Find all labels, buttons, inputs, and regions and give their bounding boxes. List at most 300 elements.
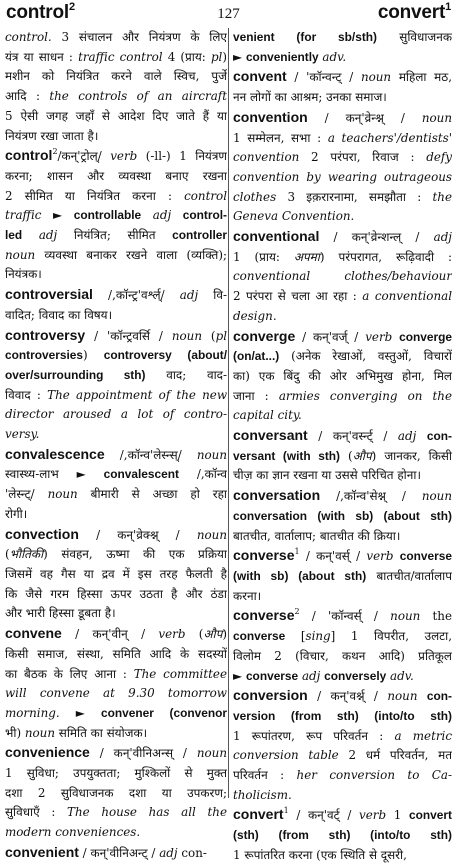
entry-line	[5, 187, 227, 207]
text: /,कॉन्व	[178, 467, 227, 482]
dictionary-entry	[233, 28, 452, 67]
italic-text: The appointment of the new	[47, 387, 227, 402]
text: मशीन को नियंत्रित करने वाले स्विच, पुर्जे	[5, 69, 227, 84]
text: 1 (प्राय:	[233, 249, 294, 264]
superscript: 1	[294, 547, 300, 557]
entry-line	[5, 326, 227, 347]
text: 1 सम्मेलन, सभा :	[233, 130, 328, 145]
entry-line	[5, 246, 227, 266]
entry-line	[5, 226, 227, 246]
entry-line	[233, 67, 452, 88]
text: ►	[41, 208, 74, 223]
bold-phrase: versant (with sth)	[233, 448, 340, 463]
italic-text: adv.	[390, 668, 414, 683]
entry-line	[5, 425, 227, 445]
column-divider	[228, 28, 229, 798]
text: / 'कॉन्वन्ट् /	[286, 70, 361, 85]
text: ) जानकर, किसी	[371, 448, 452, 463]
text	[417, 689, 426, 703]
text: सुविधाएँ :	[5, 805, 68, 820]
bold-phrase: over/surrounding sth)	[5, 367, 146, 382]
text: / कन्'व्रेन्शन्ल् /	[319, 230, 434, 245]
headword: conversion	[233, 687, 308, 704]
headword: converge	[233, 327, 296, 344]
bold-phrase: (on/at...)	[233, 349, 280, 364]
superscript: 1	[283, 806, 289, 816]
entry-line	[233, 307, 452, 327]
text: विवाद :	[5, 387, 48, 402]
headword: converse	[233, 547, 295, 564]
bold-phrase: converse	[245, 668, 299, 683]
entry-line	[5, 386, 227, 406]
entry-line	[5, 803, 227, 823]
headword: conversant	[233, 427, 308, 444]
italic-text: conversion table	[233, 748, 339, 763]
entry-line	[5, 67, 227, 87]
text: / कन्'वीनिअन्स् /	[89, 746, 197, 761]
text: वादित; विवाद का विषय।	[5, 307, 113, 322]
entry-line	[233, 507, 452, 527]
italic-text: verb	[365, 329, 393, 344]
text: किसी समाज, संस्था, समिति आदि के सदस्यों	[5, 646, 227, 661]
text: विलोम 2 (विचार, कथन आदि) प्रतिकूल	[233, 648, 452, 663]
entry-line	[233, 406, 452, 426]
page-header	[6, 1, 451, 27]
superscript: 2	[294, 607, 300, 617]
bold-phrase: led	[5, 228, 23, 243]
italic-text: versy.	[5, 427, 40, 442]
text: 3 संचालन और नियंत्रण के लिए	[51, 30, 227, 44]
entry-line	[233, 486, 452, 507]
entry-line	[5, 704, 227, 724]
text: नन लोगों का आश्रम; उनका समाज।	[233, 90, 387, 105]
entry-line	[233, 846, 452, 866]
entry-line	[233, 188, 452, 208]
text: /कन्'ट्रोल्/	[57, 149, 111, 164]
text: जिसमें वह गैस या द्रव में इस तरह फैलती है	[5, 566, 227, 581]
headword: convene	[5, 625, 62, 642]
entry-line	[5, 206, 227, 226]
text: / कन्'वर्स्न्ट् /	[307, 429, 398, 444]
text: करना; शासन और व्यवस्था बनाए रखना	[5, 168, 227, 183]
entry-line	[233, 647, 452, 667]
entry-line	[5, 724, 227, 744]
text: 1 रूपांतरित करना (एक स्थिति से दूसरी,	[233, 847, 407, 862]
dictionary-entry	[233, 67, 452, 107]
dictionary-entry	[5, 445, 227, 525]
text: (-ll-) 1 नियंत्रण	[137, 149, 227, 164]
text: (अनेक रेखाओं, वस्तुओं, विचारों	[279, 349, 452, 364]
italic-text: noun	[47, 487, 78, 502]
text: / कन्'वीन् /	[61, 627, 159, 642]
bold-phrase: converse	[233, 629, 286, 644]
bold-phrase: converge	[399, 329, 452, 344]
bold-phrase: control-	[182, 208, 227, 223]
text: 3 इक़रारनामा, समझौता :	[276, 189, 433, 204]
text: स्वास्थ्य-लाभ ►	[5, 467, 104, 482]
dictionary-entry	[233, 327, 452, 427]
entry-line	[5, 585, 227, 605]
text: नियंत्रण रखा जाता है।	[5, 128, 99, 143]
text: )	[222, 627, 227, 642]
text: समिति का संयोजक।	[55, 725, 148, 740]
text: / कन्'व्रेक्श्न् /	[78, 527, 197, 542]
text: / कन्'वर्ज् /	[295, 329, 366, 344]
italic-text: convention	[233, 150, 300, 165]
italic-text: a teachers'/dentists'	[327, 130, 452, 145]
entry-line	[5, 665, 227, 685]
text: 'लेस्न्ट्/	[5, 487, 48, 502]
entry-line	[5, 107, 227, 127]
text: दशा 2 सुविधाजनक दशा या उपकरण;	[5, 785, 227, 800]
bold-phrase: conversely	[324, 668, 387, 683]
bold-phrase: conversation (with sb) (about sth)	[233, 508, 452, 523]
text: / कन्'वीनिअन्ट् /	[78, 845, 160, 860]
entry-line	[233, 148, 452, 168]
italic-text: noun	[421, 110, 452, 125]
text: सुविधाजनक	[377, 30, 452, 44]
text: यंत्र या साधन :	[5, 49, 79, 64]
bold-phrase: converse	[399, 549, 452, 564]
text	[416, 429, 427, 443]
italic-text: modern conveniences.	[5, 825, 141, 840]
italic-text: adv.	[322, 49, 347, 64]
text: (	[185, 627, 204, 642]
entry-line	[233, 766, 452, 786]
text	[141, 208, 153, 222]
headword: conventional	[233, 228, 320, 245]
entry-line	[233, 387, 452, 407]
text: परिवर्तन :	[233, 768, 297, 783]
text: रोगी।	[5, 506, 28, 521]
bold-phrase: controller	[172, 228, 227, 243]
entry-line	[233, 327, 452, 348]
italic-text: noun	[171, 328, 202, 343]
bold-phrase: convert	[409, 808, 452, 823]
dictionary-entry	[233, 686, 452, 805]
headword: control	[5, 147, 53, 164]
text: )	[222, 49, 227, 64]
italic-text: defy	[426, 150, 452, 165]
entry-line	[5, 624, 227, 645]
italic-text: भौतिकी	[9, 547, 44, 562]
entry-line	[233, 347, 452, 367]
text: ) संवहन, ऊष्मा की एक प्रक्रिया	[43, 547, 227, 562]
left-guide-word: control$^2$	[6, 1, 75, 23]
italic-text: control	[184, 188, 227, 203]
dictionary-entry	[5, 843, 227, 864]
italic-text: noun	[24, 725, 55, 740]
entry-line	[5, 405, 227, 425]
italic-text: adj	[152, 208, 172, 223]
entry-line	[233, 447, 452, 467]
right-guide-word: convert$^1$	[377, 1, 451, 23]
text: ) परंपरागत, रूढ़िवादी :	[319, 249, 452, 264]
italic-text: sing	[305, 629, 331, 644]
italic-text: औप	[352, 448, 372, 463]
entry-line	[233, 168, 452, 188]
headword: convenience	[5, 744, 90, 761]
text: चीज़ का ज्ञान रखना या उससे परिचित होना।	[233, 468, 421, 483]
text: नियंत्रक।	[5, 267, 42, 282]
entry-line	[233, 367, 452, 387]
italic-text: verb	[366, 549, 394, 564]
italic-text: traffic control	[78, 49, 163, 64]
text	[22, 228, 39, 242]
entry-line	[5, 565, 227, 585]
entry-line	[5, 823, 227, 843]
text: बीमारी से अच्छा हो रहा	[77, 487, 227, 502]
bold-phrase: convalescent	[103, 467, 179, 482]
text: 1	[386, 808, 410, 823]
italic-text: armies converging on the	[278, 388, 452, 403]
entry-line	[233, 707, 452, 727]
dictionary-entry	[233, 486, 452, 546]
entry-line	[5, 265, 227, 285]
entry-line	[233, 667, 452, 687]
text: /,कॉन्ट्र'वर्श्ल्/	[92, 288, 180, 303]
entry-line	[5, 366, 227, 386]
text: ►	[233, 668, 246, 683]
dictionary-entry	[5, 326, 227, 445]
italic-text: her conversion to Ca-	[296, 768, 452, 783]
headword: convalescence	[5, 445, 105, 462]
entry-line	[5, 545, 227, 565]
entry-line	[233, 546, 452, 567]
dictionary-entry	[5, 525, 227, 625]
text: (	[5, 547, 10, 562]
headword: convert	[233, 806, 284, 823]
italic-text: capital city.	[233, 408, 302, 423]
text: व्यवस्था बनाकर रखने वाला (व्यक्ति);	[35, 247, 227, 262]
text: 4 (प्राय:	[162, 49, 211, 64]
italic-text: director aroused a lot of contro-	[5, 407, 227, 422]
headword: convent	[233, 68, 287, 85]
entry-line	[233, 587, 452, 607]
text: ] 1 विपरीत, उलटा,	[330, 629, 452, 644]
bold-phrase: controversies	[5, 348, 83, 363]
text: वाद; वाद-	[145, 367, 227, 382]
text: the	[420, 609, 452, 624]
text: / कन्'वर्स् /	[299, 549, 367, 564]
entry-line	[233, 267, 452, 287]
entry-line	[233, 466, 452, 486]
italic-text: noun	[196, 447, 227, 462]
italic-text: tholicism.	[233, 787, 292, 802]
entry-line	[233, 88, 452, 108]
dictionary-entry	[5, 624, 227, 743]
italic-text: adj	[38, 228, 58, 243]
dictionary-entry	[233, 805, 452, 865]
dictionary-entry	[5, 285, 227, 325]
text: बातचीत, वार्तालाप; बातचीत की क्रिया।	[233, 528, 401, 543]
text: करना।	[233, 588, 262, 603]
italic-text: verb	[359, 808, 387, 823]
entry-line	[5, 764, 227, 784]
bold-phrase: venient (for sb/sth)	[233, 30, 378, 44]
bold-phrase: version (from sth) (into/to sth)	[233, 708, 452, 723]
text: / 'कॉन्ट्रवर्सि /	[85, 328, 172, 343]
text: नियंत्रित; सीमित	[57, 228, 173, 243]
text: का) एक बिंदु की ओर अभिमुख होना, मिल	[233, 368, 452, 383]
text: कि जैसे गरम हिस्सा ऊपर उठता है और ठंडा	[5, 586, 227, 601]
italic-text: the	[432, 189, 452, 204]
text: 2 परंपरा से चला आ रहा :	[233, 289, 363, 304]
entry-line	[233, 207, 452, 227]
entry-line	[5, 306, 227, 326]
italic-text: noun	[5, 247, 36, 262]
entry-line	[5, 604, 227, 624]
entry-line	[5, 48, 227, 68]
entry-line	[233, 805, 452, 826]
entry-line	[5, 485, 227, 505]
entry-line	[5, 645, 227, 665]
dictionary-entry	[5, 743, 227, 843]
italic-text: control.	[5, 30, 52, 44]
bold-phrase: (sth) (from sth) (into/to sth)	[233, 828, 452, 843]
text: / कन्'वर्श्न् /	[307, 689, 388, 704]
entry-line	[233, 606, 452, 627]
italic-text: The house has all the	[67, 805, 227, 820]
bold-phrase: conveniently	[245, 49, 319, 64]
text: [	[285, 629, 306, 644]
headword: conversation	[233, 487, 321, 504]
italic-text: Geneva Convention.	[233, 209, 355, 224]
italic-text: design.	[233, 308, 277, 323]
entry-line	[233, 108, 452, 129]
entry-line	[233, 28, 452, 48]
text: 1 सुविधा; उपयुक्तता; मुश्किलों से मुक्त	[5, 766, 227, 781]
italic-text: adj	[179, 288, 199, 303]
italic-text: noun	[421, 489, 452, 504]
entry-line	[5, 87, 227, 107]
entry-line	[233, 627, 452, 647]
text: बातचीत/वार्तालाप	[366, 568, 452, 583]
entry-line	[233, 129, 452, 149]
entry-line	[5, 784, 227, 804]
italic-text: will convene at 9.30 tomorrow	[5, 686, 227, 701]
entry-line	[5, 684, 227, 704]
italic-text: adj	[159, 845, 178, 860]
italic-text: verb	[158, 627, 186, 642]
dictionary-entry	[233, 227, 452, 327]
text: /,कॉन्व'सेश्न् /	[320, 489, 422, 504]
entry-line	[233, 727, 452, 747]
italic-text: verb	[110, 149, 138, 164]
entry-line	[5, 167, 227, 187]
entry-line	[5, 28, 227, 48]
entry-line	[233, 48, 452, 68]
page-number: 127	[217, 6, 240, 22]
text: 2 धर्म परिवर्तन, मत	[338, 748, 452, 763]
entry-line	[5, 743, 227, 764]
headword: converse	[233, 607, 295, 624]
italic-text: conventional clothes/behaviour	[233, 269, 452, 284]
italic-text: noun	[196, 527, 227, 542]
italic-text: a conventional	[362, 289, 452, 304]
text: वि-	[198, 288, 227, 303]
text: का बैठक के लिए आना :	[5, 666, 134, 681]
bold-phrase: con-	[426, 429, 452, 444]
text: 5 ऐसी जगह जहाँ से आदेश दिए जाते हैं या	[5, 108, 227, 123]
italic-text: clothes	[233, 189, 277, 204]
italic-text: a metric	[394, 728, 452, 743]
bold-phrase: (with sb) (about sth)	[233, 568, 367, 583]
headword: convention	[233, 108, 308, 125]
italic-text: noun	[387, 689, 418, 704]
italic-text: morning.	[5, 705, 60, 720]
entry-line	[233, 786, 452, 806]
text: ►	[233, 49, 246, 64]
dictionary-entry	[5, 28, 227, 146]
dictionary-entry	[233, 546, 452, 606]
headword: controversy	[5, 326, 86, 343]
italic-text: pl	[210, 49, 223, 64]
dictionary-entry	[5, 146, 227, 285]
entry-line	[233, 426, 452, 447]
entry-line	[5, 465, 227, 485]
italic-text: adj	[301, 668, 321, 683]
entry-line	[233, 227, 452, 248]
entry-line	[233, 686, 452, 707]
headword: convection	[5, 525, 79, 542]
italic-text: अपमा	[293, 249, 320, 264]
headword: controversial	[5, 286, 93, 303]
italic-text: pl	[215, 328, 227, 343]
dictionary-entry	[233, 426, 452, 486]
text: महिला मठ,	[391, 70, 452, 85]
dictionary-entry	[233, 108, 452, 227]
headword: convenient	[5, 843, 79, 860]
right-column	[233, 28, 452, 866]
text: / कन्'वर्ट् /	[288, 808, 360, 823]
superscript: 2	[52, 147, 58, 157]
text	[171, 208, 183, 222]
italic-text: The committee	[133, 666, 227, 681]
bold-phrase: convener (convenor	[101, 705, 227, 720]
entry-line	[5, 843, 227, 864]
text: जाना :	[233, 388, 279, 403]
text: )	[83, 348, 104, 363]
italic-text: the controls of an aircraft	[49, 89, 227, 104]
text: और भारी हिस्सा डूबता है।	[5, 606, 116, 621]
italic-text: औप	[203, 627, 223, 642]
entry-line	[5, 525, 227, 546]
entry-line	[5, 445, 227, 466]
entry-line	[5, 346, 227, 366]
italic-text: noun	[390, 609, 421, 624]
text: /,कॉन्व'लेस्न्स्/	[104, 447, 197, 462]
dictionary-entry	[233, 606, 452, 686]
bold-phrase: con-	[426, 689, 452, 704]
italic-text: adj	[433, 230, 452, 245]
entry-line	[5, 505, 227, 525]
entry-line	[5, 127, 227, 147]
text: ►	[59, 705, 102, 720]
left-column	[5, 28, 227, 864]
text: आदि :	[5, 89, 50, 104]
entry-line	[5, 146, 227, 167]
text: / कन्'व्रेन्श्न् /	[307, 110, 422, 125]
text: भी)	[5, 725, 25, 740]
entry-line	[233, 248, 452, 268]
entry-line	[233, 527, 452, 547]
entry-line	[233, 826, 452, 846]
text: 2 सीमित या नियंत्रित करना :	[5, 188, 185, 203]
text: (	[202, 328, 216, 343]
italic-text: noun	[360, 70, 392, 85]
text: / 'कॉन्वर्स् /	[299, 609, 391, 624]
